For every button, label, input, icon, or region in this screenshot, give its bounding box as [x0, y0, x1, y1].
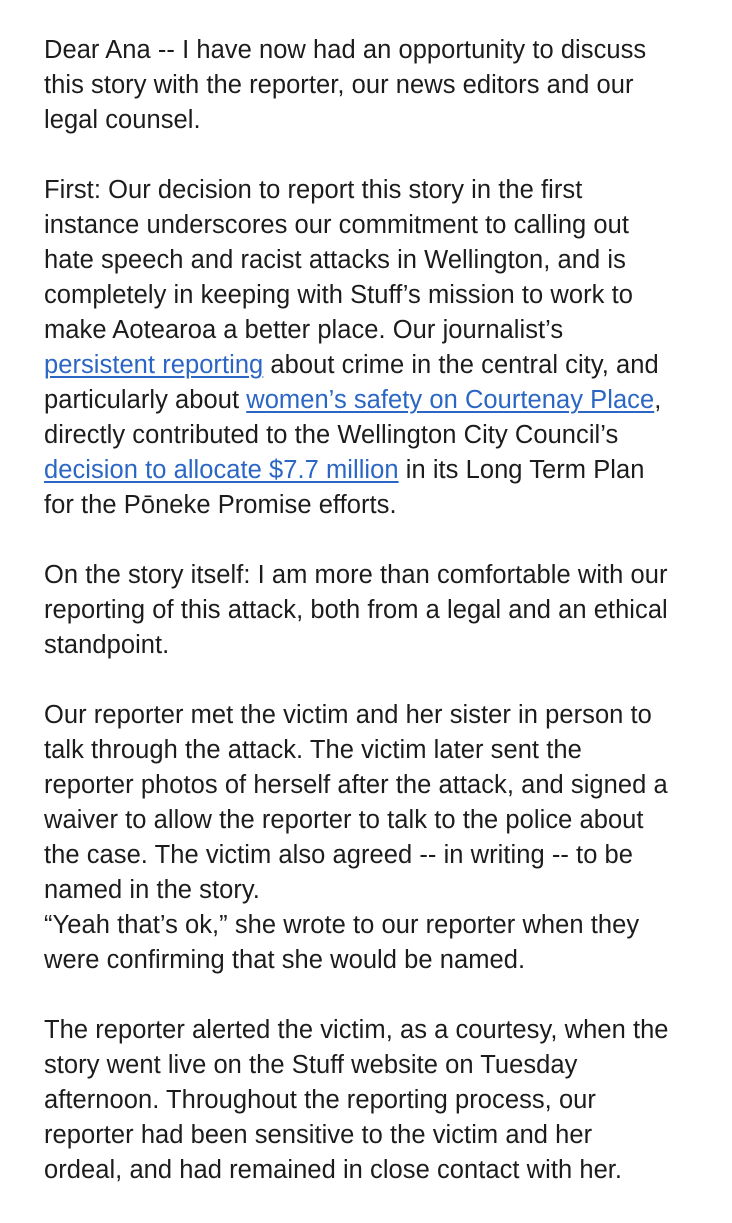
- link-womens-safety[interactable]: women’s safety on Courtenay Place: [246, 386, 655, 414]
- paragraph-reporter-alerted: [44, 1013, 716, 1188]
- text-line: instance underscores our commitment to calling out: [44, 211, 630, 239]
- text-line: “Yeah that’s ok,” she wrote to our reporter when they: [44, 911, 640, 939]
- text-line: make Aotearoa a better place. Our journalist’s: [44, 316, 564, 344]
- text-line: completely in keeping with Stuff’s mission to work to: [44, 281, 633, 309]
- paragraph-reporter-met-victim: [44, 698, 716, 978]
- text-line: legal counsel.: [44, 106, 201, 134]
- text-line: the case. The victim also agreed -- in writing -- to be: [44, 841, 634, 869]
- text-line: were confirming that she would be named.: [44, 946, 526, 974]
- text-line: reporter photos of herself after the attack, and signed a: [44, 771, 668, 799]
- paragraph-first-point: [44, 173, 716, 523]
- text-line: named in the story.: [44, 876, 260, 904]
- text-line: The reporter alerted the victim, as a courtesy, when the: [44, 1016, 669, 1044]
- text-line: hate speech and racist attacks in Wellington, and is: [44, 246, 626, 274]
- text-line: directly contributed to the Wellington City Council’s: [44, 421, 619, 449]
- text-line: reporter had been sensitive to the victim and her: [44, 1121, 593, 1149]
- text-line: this story with the reporter, our news editors and our: [44, 71, 634, 99]
- text-line: reporting of this attack, both from a legal and an ethical: [44, 596, 668, 624]
- link-council-decision[interactable]: decision to allocate $7.7 million: [44, 456, 399, 484]
- text-segment: about crime in the central city, and: [263, 351, 659, 379]
- text-line: On the story itself: I am more than comfortable with our: [44, 561, 668, 589]
- text-line: waiver to allow the reporter to talk to the police about: [44, 806, 644, 834]
- text-line: for the Pōneke Promise efforts.: [44, 491, 397, 519]
- text-segment: particularly about: [44, 386, 247, 414]
- text-line: [44, 383, 716, 418]
- text-line: [44, 348, 716, 383]
- text-segment: in its Long Term Plan: [398, 456, 645, 484]
- text-line: talk through the attack. The victim later sent the: [44, 736, 582, 764]
- text-line: afternoon. Throughout the reporting process, our: [44, 1086, 596, 1114]
- text-line: First: Our decision to report this story in the first: [44, 176, 583, 204]
- paragraph-greeting: [44, 33, 716, 138]
- text-line: standpoint.: [44, 631, 170, 659]
- text-line: ordeal, and had remained in close contact with her.: [44, 1156, 623, 1184]
- text-line: Our reporter met the victim and her sister in person to: [44, 701, 652, 729]
- text-line: [44, 453, 716, 488]
- text-line: Dear Ana -- I have now had an opportunity to discuss: [44, 36, 647, 64]
- link-persistent-reporting[interactable]: persistent reporting: [44, 351, 264, 379]
- paragraph-story-itself: [44, 558, 716, 663]
- email-body: [44, 33, 716, 1223]
- text-line: story went live on the Stuff website on Tuesday: [44, 1051, 578, 1079]
- text-segment: ,: [654, 386, 662, 414]
